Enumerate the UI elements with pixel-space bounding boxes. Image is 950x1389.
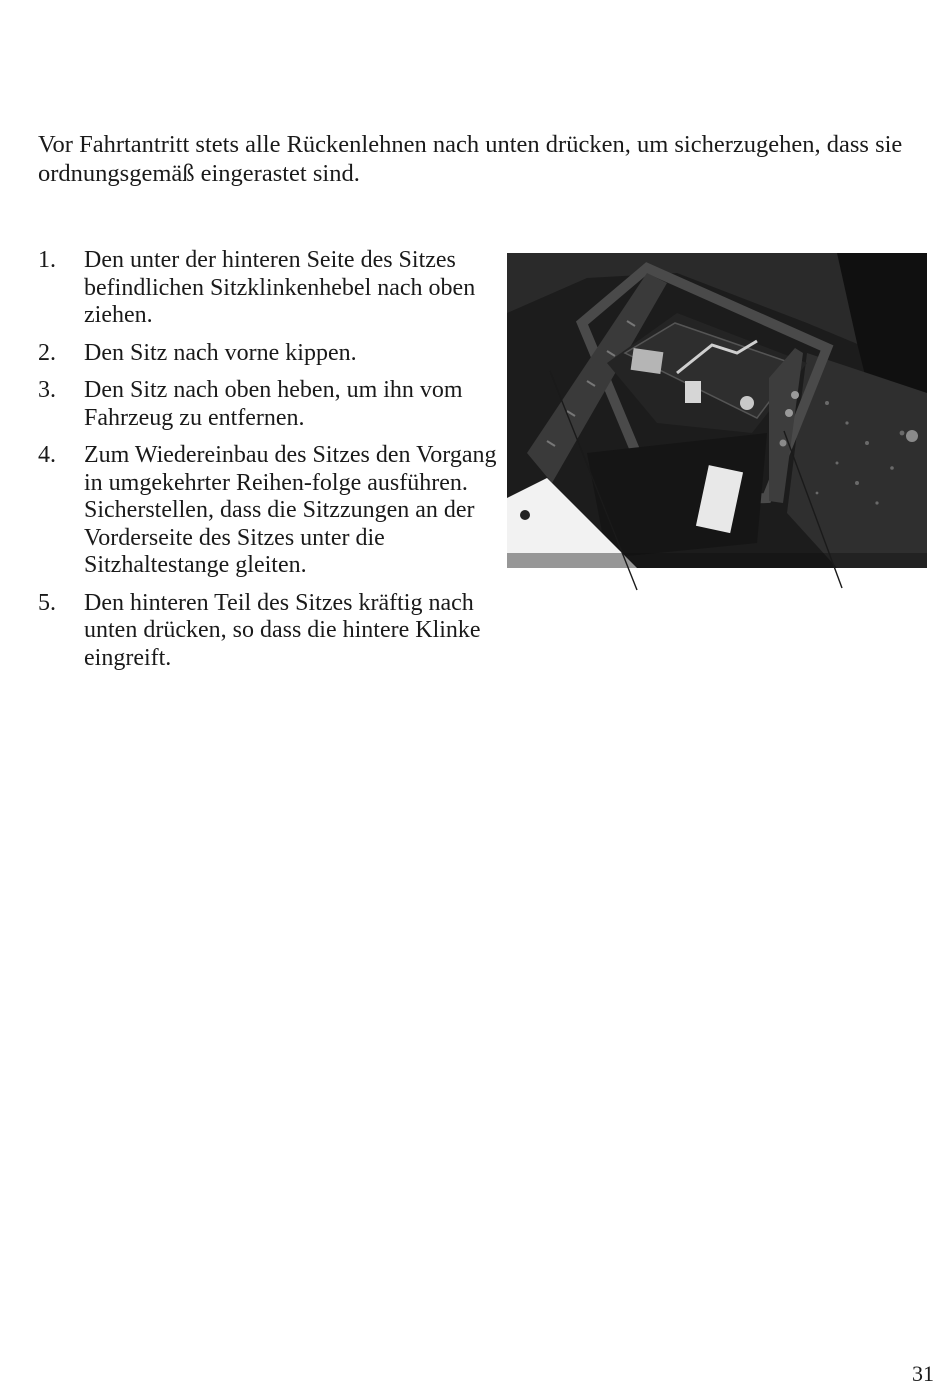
step-text: Den unter der hinteren Seite des Sitzes befindlichen Sitzklinkenhebel nach oben ziehen. xyxy=(84,247,476,328)
step-item xyxy=(38,590,498,673)
step-text: Den Sitz nach vorne kippen. xyxy=(84,339,357,366)
step-text: Zum Wiedereinbau des Sitzes den Vorgang in umgekehrter Reihen-folge ausführen. Sicherstellen, dass die Sitzzungen an der Vorderseite des Sitzes unter die Sitzhaltestange gleiten. xyxy=(84,442,497,578)
steps-list xyxy=(38,247,498,682)
step-number: 1. xyxy=(38,247,56,273)
step-item xyxy=(38,340,498,368)
step-item xyxy=(38,442,498,580)
step-text: Den hinteren Teil des Sitzes kräftig nach unten drücken, so dass die hintere Klinke eingreift. xyxy=(84,589,481,671)
step-item xyxy=(38,247,498,330)
seat-compartment-photo xyxy=(507,253,927,568)
step-number: 4. xyxy=(38,442,56,468)
step-number: 3. xyxy=(38,377,56,403)
step-number: 5. xyxy=(38,589,56,616)
intro-paragraph: Vor Fahrtantritt stets alle Rückenlehnen nach unten drücken, um sicherzugehen, dass sie ordnungsgemäß eingerastet sind. xyxy=(38,131,903,187)
step-number: 2. xyxy=(38,339,56,366)
step-item xyxy=(38,377,498,432)
page-number: 31 xyxy=(912,1361,934,1386)
step-text: Den Sitz nach oben heben, um ihn vom Fahrzeug zu entfernen. xyxy=(84,377,463,431)
